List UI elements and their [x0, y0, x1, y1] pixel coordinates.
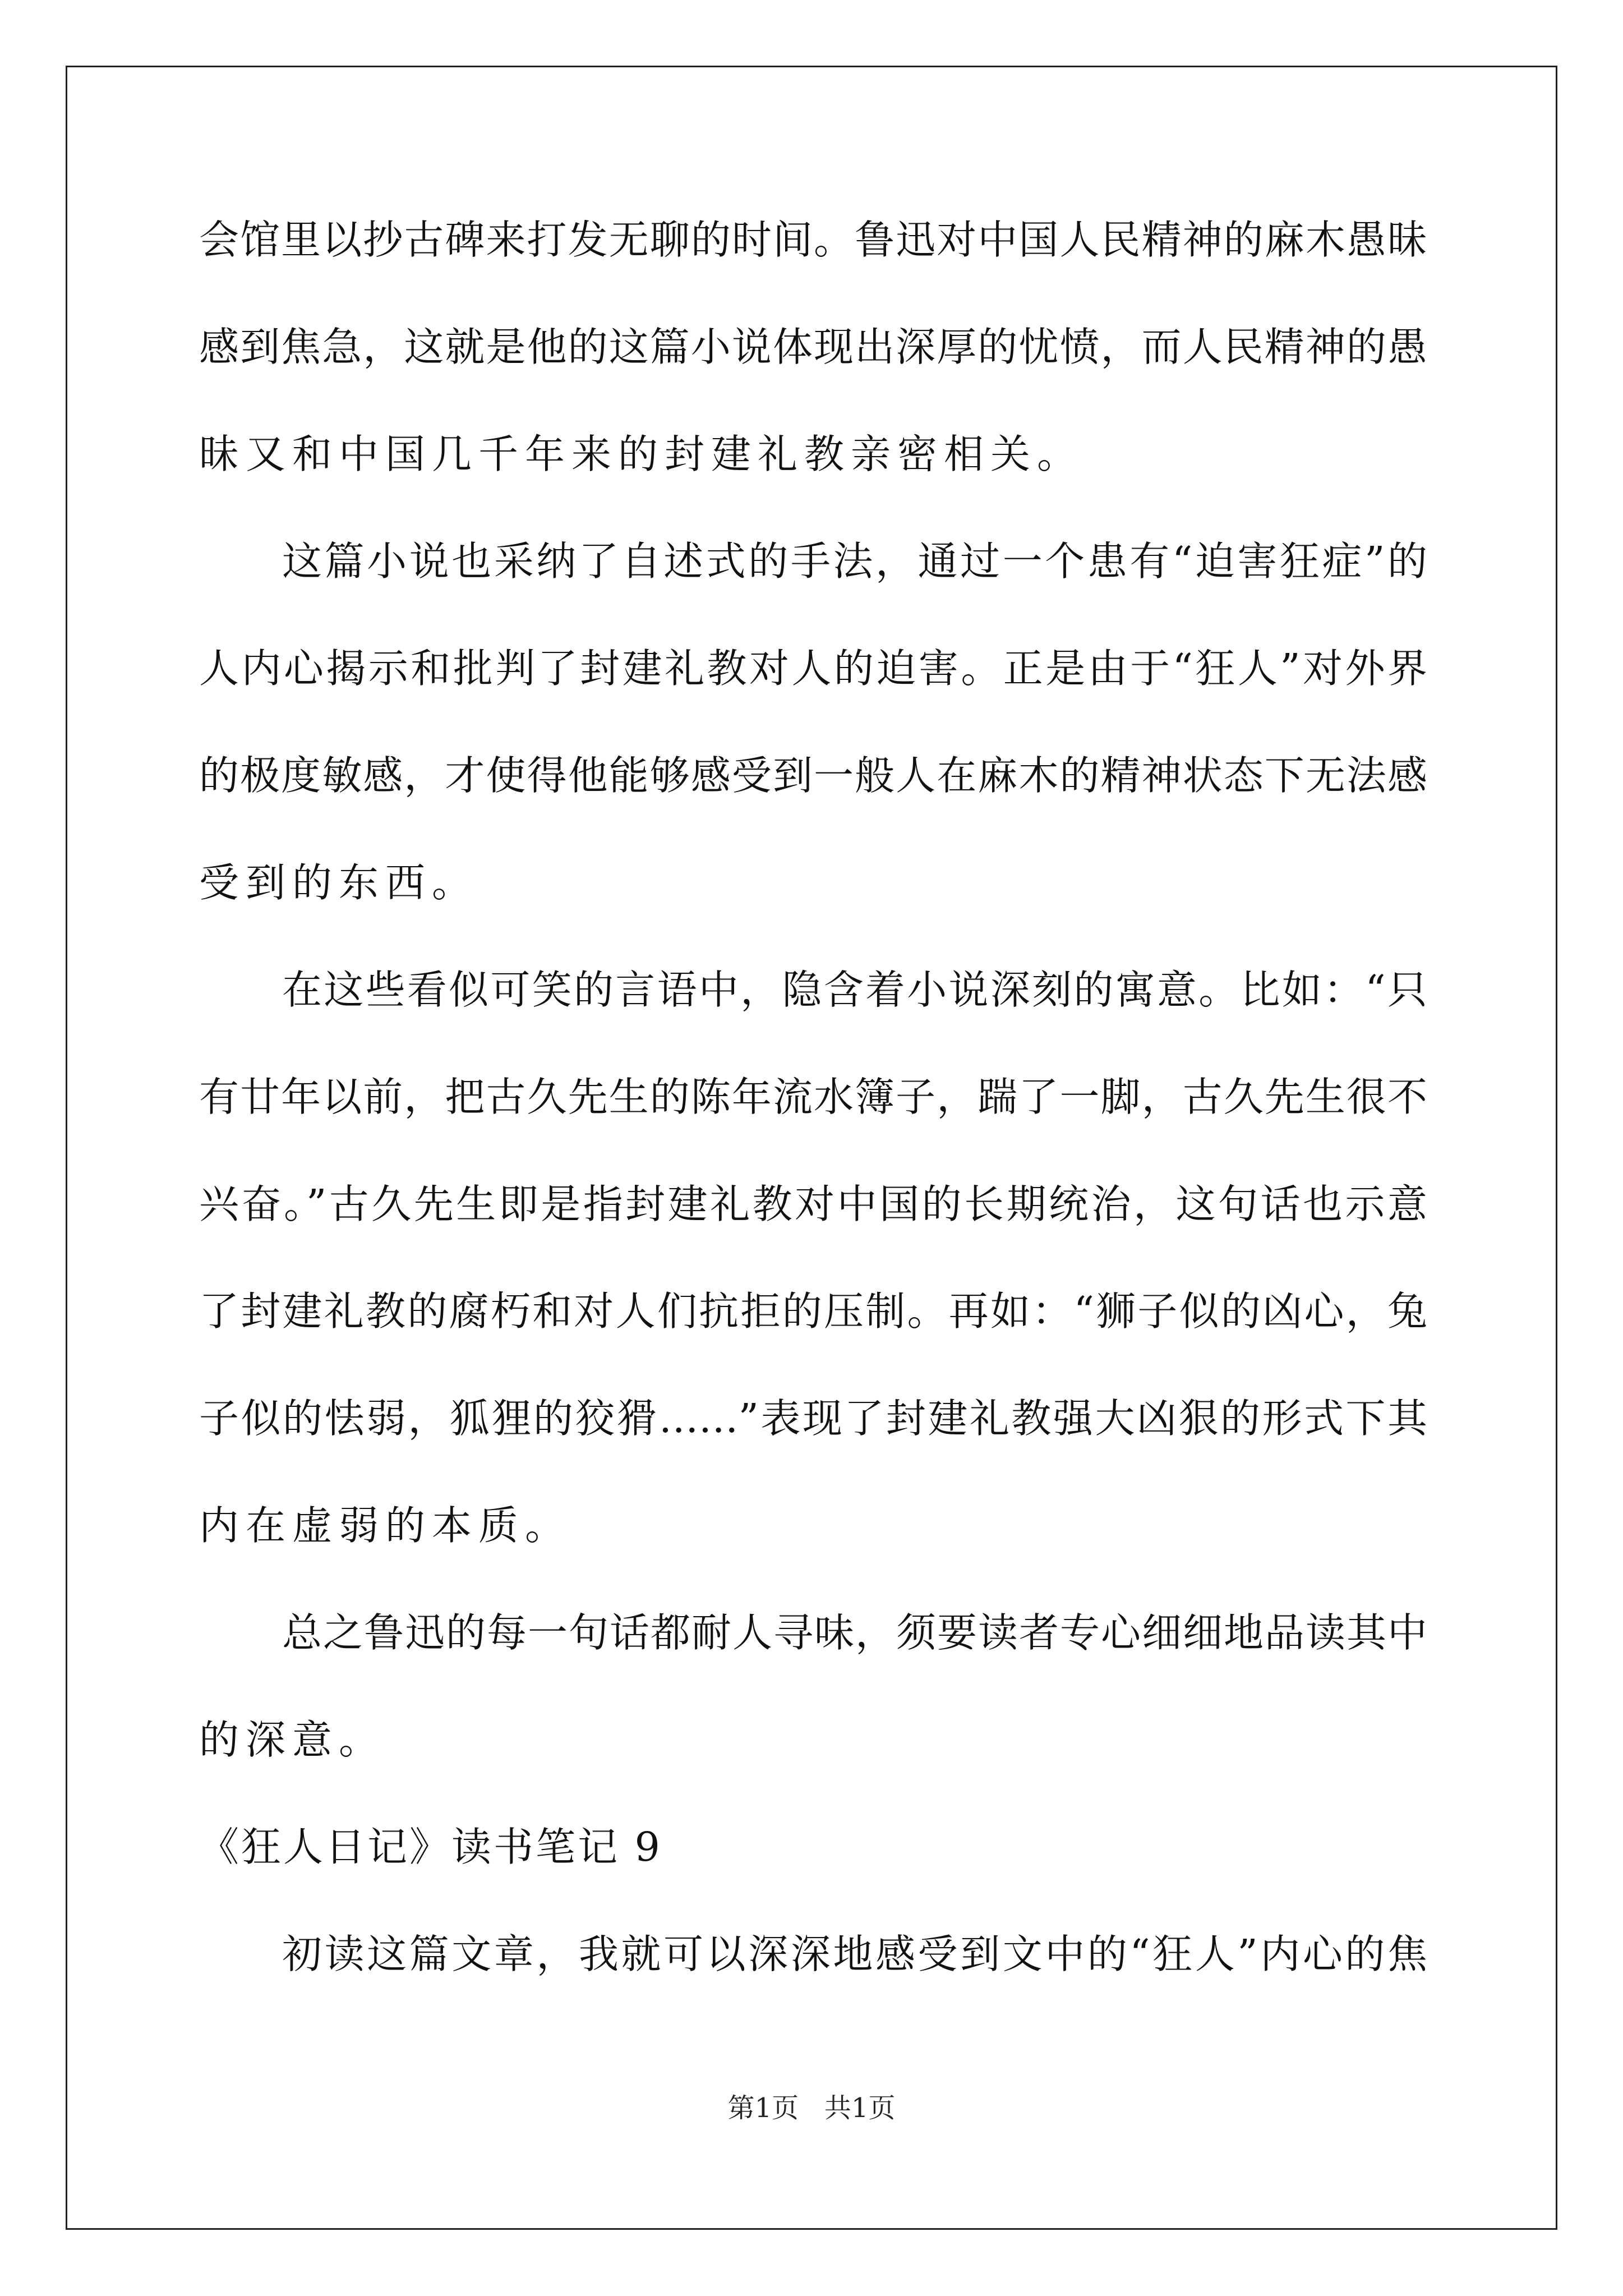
text-line: 子似的怯弱，狐狸的狡猾……”表现了封建礼教强大凶狠的形式下其 [199, 1395, 1427, 1442]
paragraph-first-line: 这篇小说也采纳了自述式的手法，通过一个患有“迫害狂症”的 [282, 538, 1427, 585]
text-line: 感到焦急，这就是他的这篇小说体现出深厚的忧愤，而人民精神的愚 [199, 324, 1427, 370]
page-footer: 第1页 共1页 [727, 2092, 896, 2124]
paragraph-first-line: 总之鲁迅的每一句话都耐人寻味，须要读者专心细细地品读其中 [282, 1609, 1427, 1656]
text-line: 兴奋。”古久先生即是指封建礼教对中国的长期统治，这句话也示意 [199, 1181, 1427, 1227]
text-line: 了封建礼教的腐朽和对人们抗拒的压制。再如：“狮子似的凶心，兔 [199, 1288, 1427, 1335]
text-line: 受到的东西。 [199, 859, 479, 906]
paragraph-first-line: 初读这篇文章，我就可以深深地感受到文中的“狂人”内心的焦 [282, 1931, 1427, 1977]
text-line: 有廿年以前，把古久先生的陈年流水簿子，踹了一脚，古久先生很不 [199, 1074, 1427, 1120]
text-line: 的极度敏感，才使得他能够感受到一般人在麻木的精神状态下无法感 [199, 752, 1427, 799]
paragraph-first-line: 在这些看似可笑的言语中，隐含着小说深刻的寓意。比如：“只 [282, 967, 1427, 1013]
section-heading: 《狂人日记》读书笔记 9 [199, 1824, 662, 1870]
text-line: 内在虚弱的本质。 [199, 1502, 572, 1549]
text-line: 人内心揭示和批判了封建礼教对人的迫害。正是由于“狂人”对外界 [199, 645, 1427, 692]
page-border [66, 66, 1557, 2230]
text-line: 的深意。 [199, 1717, 386, 1763]
text-line: 会馆里以抄古碑来打发无聊的时间。鲁迅对中国人民精神的麻木愚昧 [199, 217, 1427, 263]
text-line: 昧又和中国几千年来的封建礼教亲密相关。 [199, 431, 1084, 477]
